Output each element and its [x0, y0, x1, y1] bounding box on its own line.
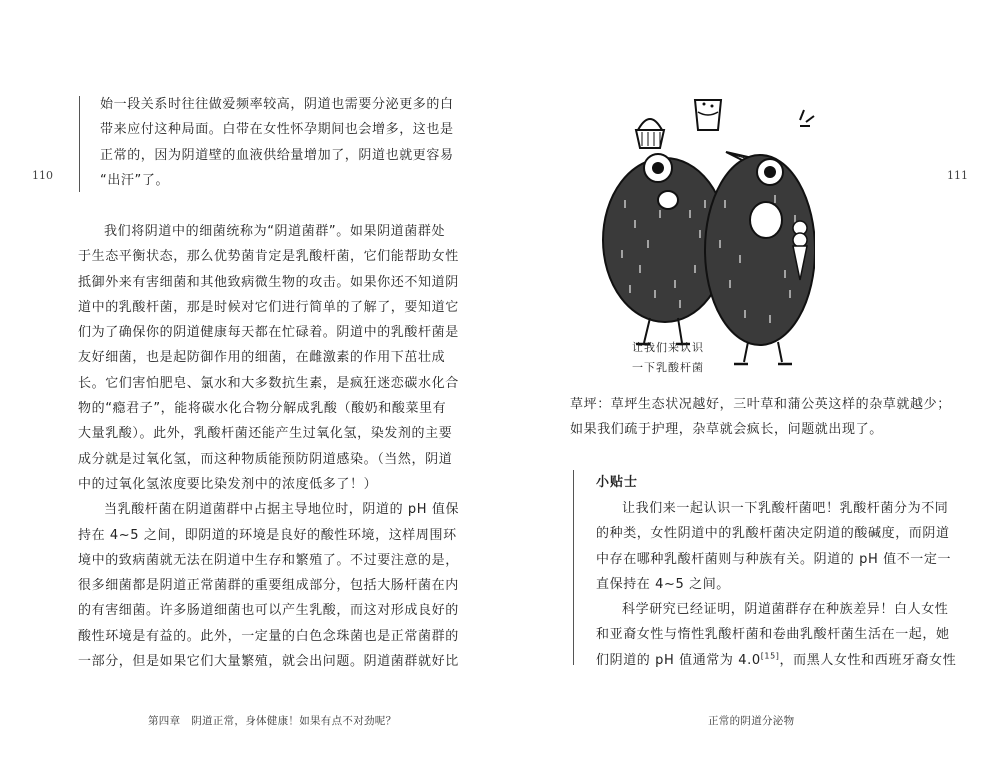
body-text-left — [78, 219, 460, 674]
quote-line: “出汗”了。 — [100, 172, 170, 188]
body-line: 当乳酸杆菌在阴道菌群中占据主导地位时，阴道的 pH 值保 — [104, 502, 460, 518]
body-line: 一部分，但是如果它们大量繁殖，就会出问题。阴道菌群就好比 — [78, 654, 459, 670]
drink-cup-icon — [695, 100, 721, 130]
body-line: 长。它们害怕肥皂、氯水和大多数抗生素，是疯狂迷恋碳水化合 — [78, 375, 459, 391]
tip-line: 和亚裔女性与惰性乳酸杆菌和卷曲乳酸杆菌生活在一起，她 — [596, 627, 950, 643]
body-text-right — [570, 392, 951, 443]
caption-line: 让我们来认识 — [632, 341, 704, 354]
tip-line: 的种类，女性阴道中的乳酸杆菌决定阴道的酸碱度，而阴道 — [596, 526, 950, 542]
body-line: 境中的致病菌就无法在阴道中生存和繁殖了。不过要注意的是， — [78, 552, 459, 568]
body-line: 持在 4~5 之间，即阴道的环境是良好的酸性环境，这样周围环 — [78, 527, 457, 543]
body-line: 中的过氧化氢浓度要比染发剂中的浓度低多了！） — [78, 476, 378, 492]
quote-block — [100, 92, 454, 193]
body-line: 酸性环境是有益的。此外，一定量的白色念珠菌也是正常菌群的 — [78, 628, 459, 644]
body-line: 道中的乳酸杆菌，那是时候对它们进行简单的了解了，要知道它 — [78, 299, 459, 315]
tip-line — [596, 648, 957, 673]
tip-box — [596, 496, 957, 673]
tip-line: 直保持在 4~5 之间。 — [596, 576, 730, 592]
tip-bar — [573, 470, 574, 665]
page-number-left: 110 — [32, 169, 53, 182]
reference-mark: [15] — [760, 651, 780, 661]
quote-line: 始一段关系时往往做爱频率较高，阴道也需要分泌更多的白 — [100, 97, 454, 112]
body-line: 大量乳酸）。此外，乳酸杆菌还能产生过氧化氢，染发剂的主要 — [78, 426, 453, 442]
caption-line: 一下乳酸杆菌 — [632, 361, 704, 374]
tip-line: 科学研究已经证明，阴道菌群存在种族差异！白人女性 — [622, 602, 949, 618]
page-number-right: 111 — [947, 169, 968, 182]
tip-line: 让我们来一起认识一下乳酸杆菌吧！乳酸杆菌分为不同 — [622, 501, 949, 516]
quote-bar — [79, 96, 80, 192]
body-line: 成分就是过氧化氢，而这种物质能预防阴道感染。（当然，阴道 — [78, 451, 453, 467]
body-line: 如果我们疏于护理，杂草就会疯长，问题就出现了。 — [570, 422, 883, 438]
tip-line-text: 们阴道的 pH 值通常为 4.0 — [596, 652, 761, 668]
body-line: 很多细菌都是阴道正常菌群的重要组成部分，包括大肠杆菌在内 — [78, 578, 459, 594]
body-line: 草坪：草坪生态状况越好，三叶草和蒲公英这样的杂草就越少； — [570, 397, 951, 412]
footer-left: 第四章 阴道正常，身体健康！如果有点不对劲呢？ — [148, 715, 397, 727]
cupcake-icon — [636, 119, 664, 148]
body-line: 于生态平衡状态，那么优势菌肯定是乳酸杆菌，它们能帮助女性 — [78, 249, 459, 265]
quote-line: 带来应付这种局面。白带在女性怀孕期间也会增多，这也是 — [100, 122, 454, 138]
body-line: 友好细菌，也是起防御作用的细菌，在雌激素的作用下茁壮成 — [78, 350, 446, 366]
tip-title: 小贴士 — [596, 475, 639, 490]
tip-line: 中存在哪种乳酸杆菌则与种族有关。阴道的 pH 值不一定一 — [596, 551, 952, 567]
body-line: 抵御外来有害细菌和其他致病微生物的攻击。如果你还不知道阴 — [78, 274, 459, 290]
tip-line-text: ，而黑人女性和西班牙裔女性 — [779, 652, 957, 668]
illustration-caption — [632, 338, 704, 378]
quote-line: 正常的，因为阴道壁的血液供给量增加了，阴道也就更容易 — [100, 147, 454, 163]
right-monster — [705, 110, 815, 364]
body-line: 物的“瘾君子”，能将碳水化合物分解成乳酸（酸奶和酸菜里有 — [78, 401, 447, 417]
body-line: 的有害细菌。许多肠道细菌也可以产生乳酸，而这对形成良好的 — [78, 603, 459, 619]
body-line: 我们将阴道中的细菌统称为“阴道菌群”。如果阴道菌群处 — [104, 224, 446, 239]
body-line: 们为了确保你的阴道健康每天都在忙碌着。阴道中的乳酸杆菌是 — [78, 325, 459, 341]
footer-right: 正常的阴道分泌物 — [708, 715, 795, 727]
